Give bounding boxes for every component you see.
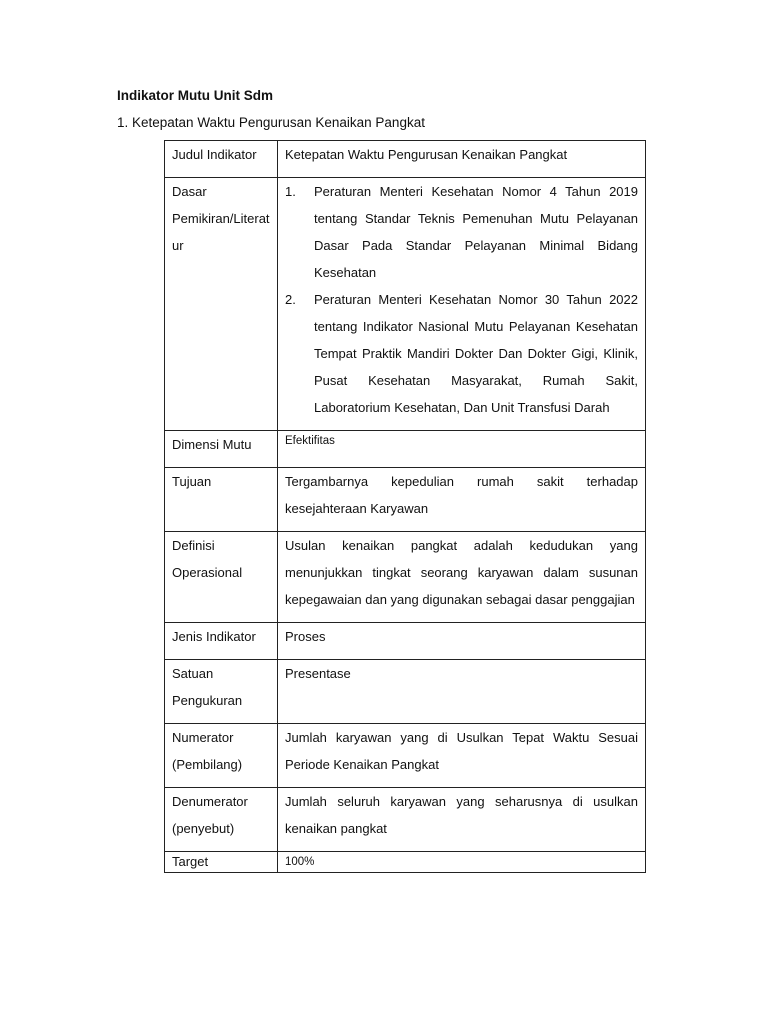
- table-row-denumerator: [165, 788, 646, 852]
- dasar-value: [278, 178, 646, 431]
- table-row-tujuan: [165, 468, 646, 532]
- judul-label: Judul Indikator: [165, 141, 278, 178]
- table-row-dasar: [165, 178, 646, 431]
- jenis-value: Proses: [278, 623, 646, 660]
- table-row-target: [165, 852, 646, 873]
- numerator-label: Numerator (Pembilang): [165, 724, 278, 788]
- tujuan-label: Tujuan: [165, 468, 278, 532]
- target-value: 100%: [278, 852, 646, 873]
- reference-list: [285, 178, 638, 421]
- reference-text: Peraturan Menteri Kesehatan Nomor 30 Tahun 2022 tentang Indikator Nasional Mutu Pelayanan Kesehatan Tempat Praktik Mandiri Dokter Dan Dokter Gigi, Klinik, Pusat Kesehatan Masyarakat, Rumah Sakit, Laboratorium Kesehatan, Dan Unit Transfusi Darah: [314, 292, 638, 415]
- tujuan-value: Tergambarnya kepedulian rumah sakit terhadap kesejahteraan Karyawan: [278, 468, 646, 532]
- dimensi-label: Dimensi Mutu: [165, 431, 278, 468]
- table-row-definisi: [165, 532, 646, 623]
- numerator-value: Jumlah karyawan yang di Usulkan Tepat Waktu Sesuai Periode Kenaikan Pangkat: [278, 724, 646, 788]
- table-row-jenis: [165, 623, 646, 660]
- table-row-judul: [165, 141, 646, 178]
- table-row-satuan: [165, 660, 646, 724]
- list-item: [285, 178, 638, 286]
- target-label: Target: [165, 852, 278, 873]
- dimensi-value: Efektifitas: [278, 431, 646, 468]
- jenis-label: Jenis Indikator: [165, 623, 278, 660]
- dasar-label: Dasar Pemikiran/Literatur: [165, 178, 278, 431]
- indicator-table: [164, 140, 646, 873]
- definisi-value: Usulan kenaikan pangkat adalah kedudukan yang menunjukkan tingkat seorang karyawan dalam susunan kepegawaian dan yang digunakan sebagai dasar penggajian: [278, 532, 646, 623]
- section-heading: 1. Ketepatan Waktu Pengurusan Kenaikan Pangkat: [117, 115, 425, 130]
- list-item: [285, 286, 638, 421]
- reference-text: Peraturan Menteri Kesehatan Nomor 4 Tahun 2019 tentang Standar Teknis Pemenuhan Mutu Pelayanan Dasar Pada Standar Pelayanan Minimal Bidang Kesehatan: [314, 184, 638, 280]
- satuan-value: Presentase: [278, 660, 646, 724]
- reference-number: 1.: [285, 184, 296, 199]
- definisi-label: Definisi Operasional: [165, 532, 278, 623]
- denumerator-value: Jumlah seluruh karyawan yang seharusnya di usulkan kenaikan pangkat: [278, 788, 646, 852]
- table-row-numerator: [165, 724, 646, 788]
- table-row-dimensi: [165, 431, 646, 468]
- judul-value: Ketepatan Waktu Pengurusan Kenaikan Pangkat: [278, 141, 646, 178]
- satuan-label: Satuan Pengukuran: [165, 660, 278, 724]
- document-title: Indikator Mutu Unit Sdm: [117, 88, 273, 103]
- denumerator-label: Denumerator (penyebut): [165, 788, 278, 852]
- reference-number: 2.: [285, 292, 296, 307]
